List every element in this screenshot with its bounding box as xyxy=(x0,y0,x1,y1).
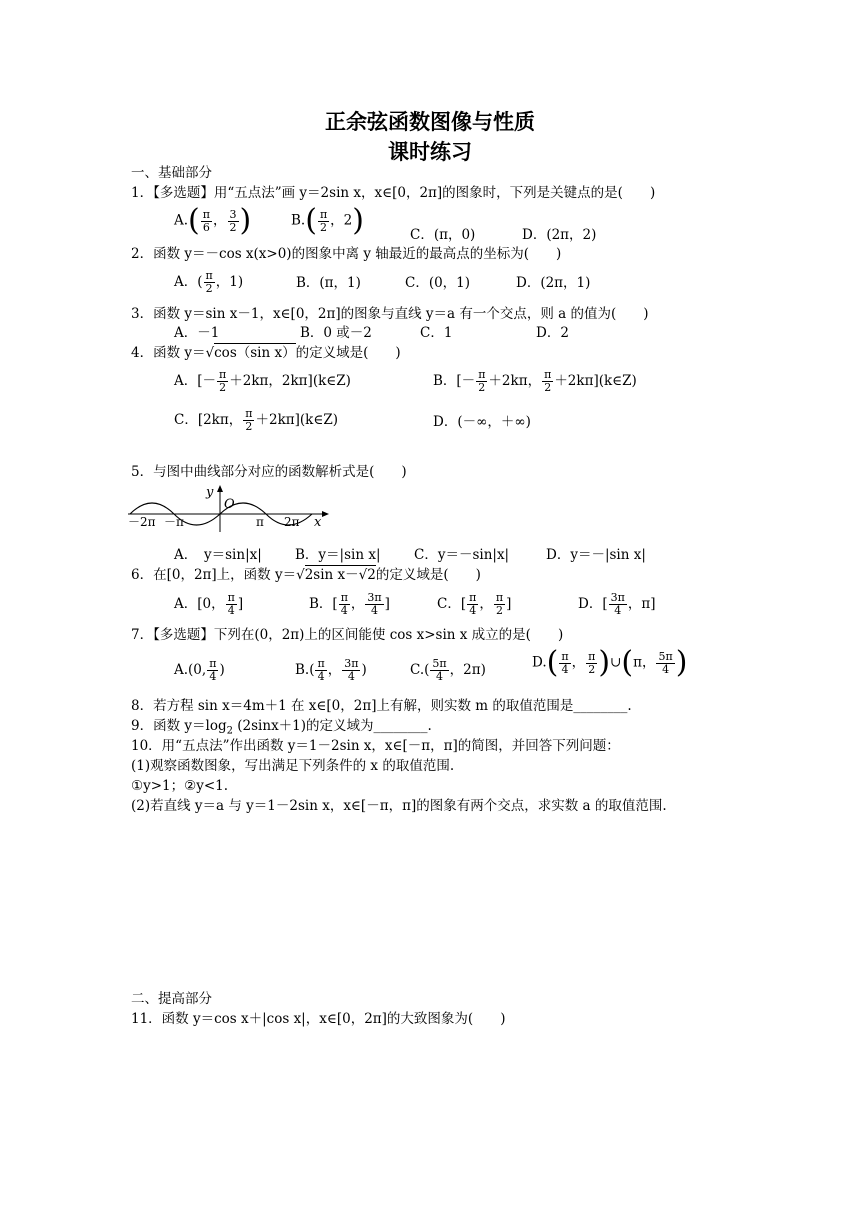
question-7-stem: 7．【多选题】下列在(0，2π)上的区间能使 cos x>sin x 成立的是( ) xyxy=(131,627,564,643)
question-1-option-d: D．(2π，2) xyxy=(522,227,597,243)
section-basic-heading: 一、基础部分 xyxy=(131,165,212,181)
question-8-stem: 8．若方程 sin x＝4m＋1 在 x∈[0，2π]上有解，则实数 m 的取值范围是________. xyxy=(131,698,632,714)
question-1-option-b: B.( $\frac{\pi}{2}$ ，2) xyxy=(291,203,364,238)
question-7-option-a: A.(0, $\frac{\pi}{4}$ ) xyxy=(174,657,225,683)
question-10-part-1: (1)观察函数图象，写出满足下列条件的 x 的取值范围. xyxy=(131,758,455,774)
section-advanced-heading: 二、提高部分 xyxy=(131,991,212,1007)
question-1-option-a: A.( $\frac{\pi}{6}$ ， $\frac{3}{2}$ ) xyxy=(174,203,252,238)
tick-label-2pi: 2π xyxy=(284,515,300,529)
question-3-option-c: C．1 xyxy=(420,325,453,341)
page-subtitle: 课时练习 xyxy=(388,140,472,164)
question-6-option-c: C．[ $\frac{\pi}{4}$ ， $\frac{\pi}{2}$ ] xyxy=(437,591,512,617)
tick-label-pi: π xyxy=(256,515,264,529)
question-10-part-1-conditions: ①y>1；②y<1. xyxy=(131,778,229,794)
question-6-option-a: A．[0， $\frac{\pi}{4}$ ] xyxy=(174,591,244,617)
y-axis-arrow xyxy=(217,485,223,492)
question-7-option-b: B.( $\frac{\pi}{4}$ ， $\frac{3\pi}{4}$ ) xyxy=(295,657,367,683)
question-7-option-c: C.( $\frac{5\pi}{4}$ ，2π) xyxy=(410,657,486,683)
question-3-option-d: D．2 xyxy=(536,325,569,341)
question-3-option-a: A．－1 xyxy=(174,325,220,341)
question-1-stem: 1．【多选题】用“五点法”画 y＝2sin x，x∈[0，2π]的图象时，下列是关键点的是( ) xyxy=(131,185,656,201)
question-5-option-c: C．y＝－sin|x| xyxy=(414,547,510,563)
question-6-option-d: D．[ $\frac{3\pi}{4}$ ，π] xyxy=(578,591,656,617)
question-5-curve-graph xyxy=(126,484,336,534)
question-7-option-d: D.( $\frac{\pi}{4}$ ， $\frac{\pi}{2}$ )∪(π， $\frac{5\pi}{4}$ ) xyxy=(532,645,688,680)
page-title: 正余弦函数图像与性质 xyxy=(325,110,535,134)
question-2-option-b: B．(π，1) xyxy=(296,275,361,291)
x-axis-arrow xyxy=(322,511,329,517)
tick-label-neg-2pi: －2π xyxy=(128,515,156,529)
question-2-option-a: A．( $\frac{\pi}{2}$ ，1) xyxy=(174,269,244,295)
question-1-option-c: C．(π，0) xyxy=(410,227,476,243)
question-9-stem: 9．函数 $y=\log_2$ (2sinx＋1)的定义域为________. xyxy=(131,718,432,737)
question-10-part-2: (2)若直线 y＝a 与 y＝1－2sin x，x∈[－π，π]的图象有两个交点，求实数 a 的取值范围. xyxy=(131,798,667,814)
question-4-option-c: C．[2kπ， $\frac{\pi}{2}$ ＋2kπ](k∈Z) xyxy=(174,407,338,433)
question-5-stem: 5．与图中曲线部分对应的函数解析式是( ) xyxy=(131,464,407,480)
question-5-option-d: D．y＝－|sin x| xyxy=(546,547,646,563)
question-5-option-a: A． y＝sin|x| xyxy=(174,547,262,563)
question-11-stem: 11．函数 y＝cos x＋|cos x|，x∈[0，2π]的大致图象为( ) xyxy=(131,1011,506,1027)
question-2-option-d: D．(2π，1) xyxy=(516,275,591,291)
question-2-stem: 2．函数 y＝－cos x(x>0)的图象中离 y 轴最近的最高点的坐标为( ) xyxy=(131,246,562,262)
x-axis-label: x xyxy=(314,515,322,530)
question-4-option-d: D．(－∞，＋∞) xyxy=(433,414,531,430)
origin-label: O xyxy=(224,497,235,512)
y-axis-label: y xyxy=(206,485,214,500)
question-4-option-a: A．[－ $\frac{\pi}{2}$ ＋2kπ，2kπ](k∈Z) xyxy=(174,368,351,394)
question-6-option-b: B．[ $\frac{\pi}{4}$ ， $\frac{3\pi}{4}$ ] xyxy=(309,591,390,617)
question-4-stem: 4．函数 y＝√cos（sin x）的定义域是( ) xyxy=(131,345,401,361)
question-3-option-b: B．0 或－2 xyxy=(300,325,372,341)
question-2-option-c: C．(0，1) xyxy=(405,275,471,291)
question-5-option-b: B．y＝|sin x| xyxy=(295,547,381,563)
question-4-option-b: B．[－ $\frac{\pi}{2}$ ＋2kπ， $\frac{\pi}{2}$ ＋2kπ](k∈Z) xyxy=(433,368,637,394)
tick-label-neg-pi: －π xyxy=(164,515,184,529)
question-10-stem: 10．用“五点法”作出函数 y＝1－2sin x，x∈[－π，π]的简图，并回答下列问题： xyxy=(131,738,620,754)
question-3-stem: 3．函数 y＝sin x－1，x∈[0，2π]的图象与直线 y＝a 有一个交点，则 a 的值为( ) xyxy=(131,306,649,322)
question-6-stem: 6．在[0，2π]上，函数 y＝√2sin x－√2的定义域是( ) xyxy=(131,567,481,583)
